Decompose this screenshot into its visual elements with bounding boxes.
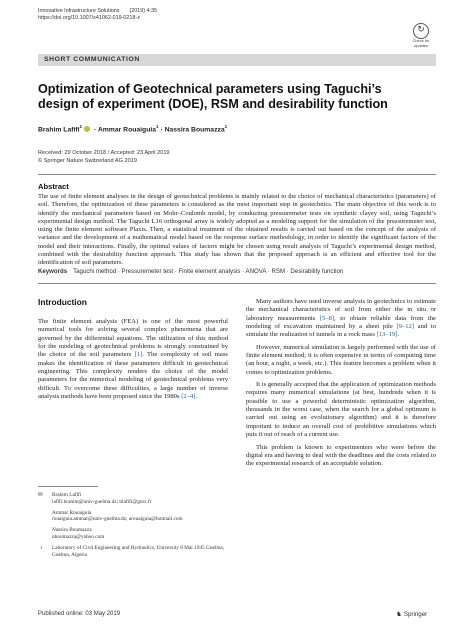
journal-year-volume: (2019) 4:35 [129,8,158,14]
footnote-divider [38,486,98,487]
abstract-text: The use of finite element analyses in the design of geotechnical problems is mainly related to the choice of mechanical characteristics (parameters) of soil. Therefore, the optimization of these parameters is considered as the most important step in geotechnics. The main objective of this work is to identify the mechanical parameters based on Mohr–Coulomb model, by conducting pressuremeter tests on synthetic clayey soil, using Taguchi’s experimental design method. The Taguchi L16 orthogonal array is widely adopted as a modeling support for the simulation of the pressuremeter test, using the finite element software Plaxis. Then, a statistical treatment of the obtained results is carried out based on the concept of the analysis of variance and the development of a mathematical model based on the response surface methodology, in order to identify the significant factors of the model and their interactions. Finally, the optimal values of factors might be chosen using result analysis of Taguchi’s experimental design method, combined with the desirability function approach. This study has shown that the proposed approach is an efficient and effective tool for the identification of soil parameters. [38,193,436,267]
text-run: and to simulate the realization of tunnels in a rock mass [246,323,436,339]
affiliation [40,544,233,559]
author-affiliation-mark: 1 [79,124,83,129]
left-column [38,318,228,405]
contact-email[interactable]: rouaiguia.ammar@univ-guelma.dz; arouaiguia@hotmail.com [52,516,183,523]
contact-name: Brahim Lafifi [52,492,82,498]
divider [38,283,436,284]
springer-horse-icon: ♞ [396,610,402,618]
published-online-date: Published online: 03 May 2019 [38,611,121,617]
author-separator: · [93,126,97,134]
paragraph: However, numerical simulation is largely performed with the use of finite element method; it is often expensive in terms of computing time (an hour, a night, a week, etc.). This feature becomes a problem when it comes to optimization problems. [246,343,436,376]
text-run: . [195,393,198,401]
article-dates [38,150,170,165]
copyright-notice: © Springer Nature Switzerland AG 2019 [38,157,137,164]
right-column [246,298,436,473]
check-for-updates-badge[interactable] [408,23,434,49]
text-run: Many authors have used inverse analysis in geotechnics to estimate the mechanical characteristics of soil from either the in situ or laboratory measurements [246,298,436,322]
paragraph [38,318,228,401]
publisher-name: Springer [403,611,428,618]
author-name[interactable]: Ammar Rouaiguia [97,126,157,134]
author-name[interactable]: Brahim Lafifi [38,126,80,134]
author-separator: · [160,126,163,134]
text-run: , to obtain reliable data from the modeling of excavation maintained by a sheet pile [246,314,436,331]
section-label: SHORT COMMUNICATION [38,54,436,66]
author-affiliation-mark: 1 [224,124,228,129]
paragraph: This problem is known to experimenters who were before the digital era and having to deal with the deadlines and the costs related to the experimental research of an acceptable solution. [246,443,436,468]
contact-entry [52,527,233,541]
publisher-logo [396,610,427,618]
author-contacts [38,492,233,558]
citation-link[interactable]: [9–12] [396,323,415,331]
keywords [38,268,436,275]
journal-header [38,8,157,22]
text-run: . The complexity of soil mass makes the identification of these parameters difficult in geotechnical engineering. This complexity renders the choice of the model parameters for the numerical modeling of geotechnical problems very difficult. To overcome these difficulties, a large number of inverse analysis methods have been proposed since the 1980s [38,351,228,401]
contact-name: Nassira Boumazza [52,527,92,534]
citation-link[interactable]: [13–19] [376,331,398,339]
journal-name: Innovative Infrastructure Solutions [38,8,120,14]
check-updates-icon: ↻ [413,23,429,39]
contact-entry [52,510,233,524]
text-run: The finite element analysis (FEA) is one of the most powerful numerical tools for solving several complex phenomena that are governed by the differential equations. The utilization of this method for the modeling of geotechnical problems is strongly constrained by the choice of the soil parameters [38,318,228,359]
journal-doi-link[interactable]: https://doi.org/10.1007/s41062-019-0218-z [38,15,140,22]
contact-email[interactable]: lafifi.brahim@univ-guelma.dz; blafifi@gmx.fr [52,498,152,505]
orcid-icon[interactable] [84,126,90,132]
received-accepted-dates: Received: 29 October 2018 / Accepted: 23 April 2019 [38,150,170,156]
affiliation-text: Laboratory of Civil Engineering and Hydraulics, University 8 Mai 1945 Guelma, Guelma, Algeria [52,544,225,558]
check-updates-line1: Check for [412,38,430,43]
citation-link[interactable]: [1] [134,351,143,359]
citation-link[interactable]: [2–4] [181,393,196,401]
author-name[interactable]: Nassira Boumazza [164,126,225,134]
abstract-heading: Abstract [38,182,69,191]
contact-email[interactable]: nboumazza@yahoo.com [52,533,105,540]
introduction-heading: Introduction [38,297,87,307]
text-run: . [397,331,400,339]
keywords-list: Taguchi method · Pressuremeter test · Finite element analysis · ANOVA · RSM · Desirability function [73,268,344,275]
author-affiliation-mark: 1 [156,124,159,129]
paragraph: It is generally accepted that the application of optimization methods requires many numerical simulations (at best, hundreds when it is possible to use a powerful deterministic optimization algorithm, thousands in the worst case, when the search for a global optimum is carried out using an evolutionary algorithm) and it is therefore important to induce an overall cost of prohibitive simulations which puts it out of reach of a current use. [246,381,436,439]
article-title: Optimization of Geotechnical parameters using Taguchi’s design of experiment (DOE), RSM and desirability function [38,82,388,111]
contact-entry [52,492,233,506]
citation-link[interactable]: [5–8] [319,314,335,322]
keywords-label: Keywords [38,268,68,275]
contact-name: Ammar Rouaiguia [52,509,92,516]
check-updates-line2: updates [413,42,429,48]
divider [38,174,436,175]
paragraph [246,298,436,340]
author-list [38,124,227,133]
envelope-icon: ✉ [38,492,43,498]
affiliation-number: 1 [40,544,43,550]
